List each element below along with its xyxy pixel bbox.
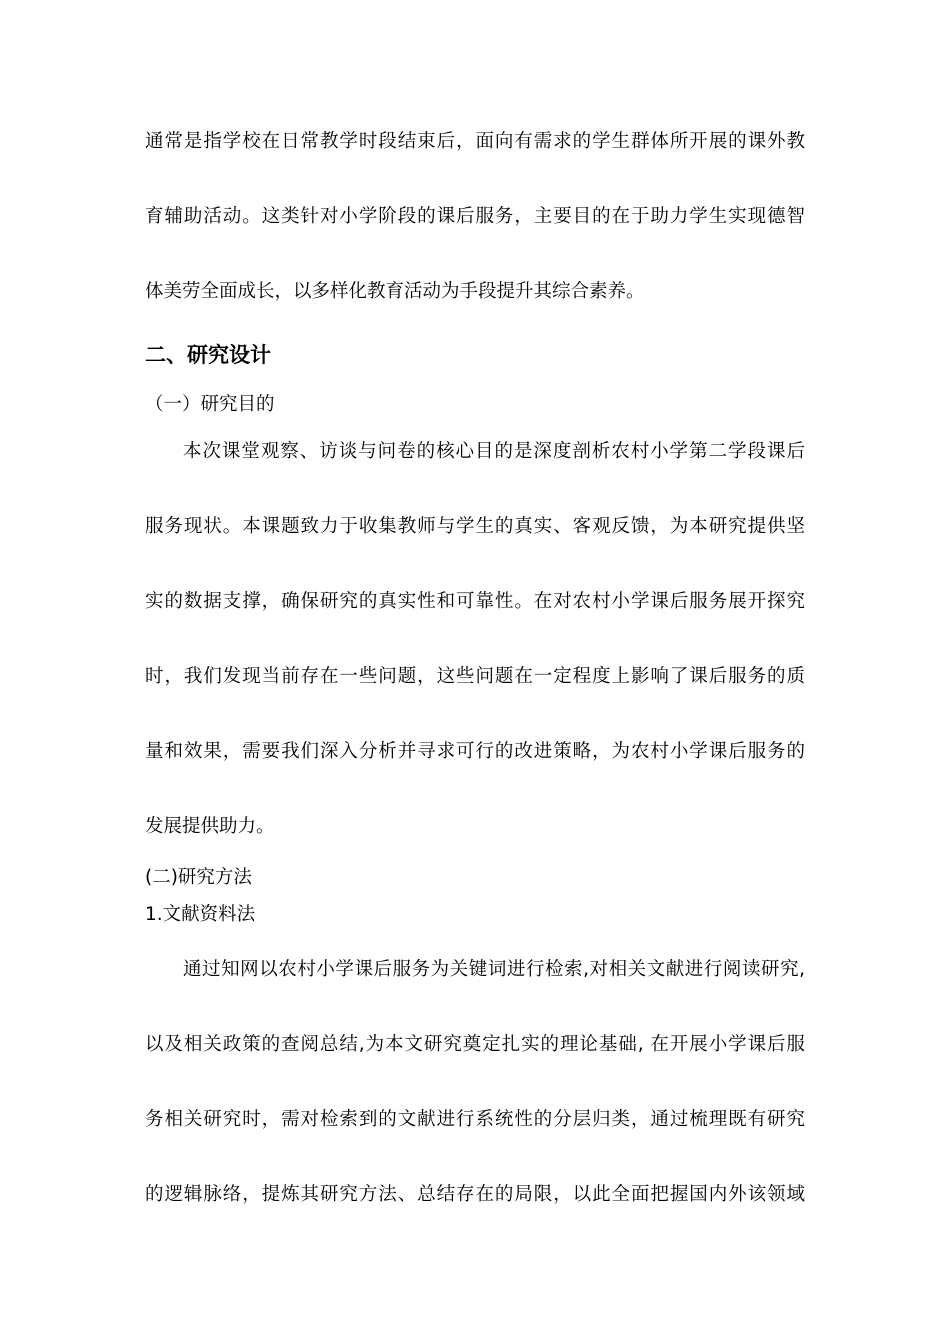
paragraph-intro-line-2: 育辅助活动。这类针对小学阶段的课后服务，主要目的在于助力学生实现德智 xyxy=(145,206,805,227)
subsection-heading-research-purpose: （一）研究目的 xyxy=(145,394,275,415)
method-item-literature-review: 1.文献资料法 xyxy=(145,904,256,925)
research-purpose-line-2: 服务现状。本课题致力于收集教师与学生的真实、客观反馈，为本研究提供坚 xyxy=(145,516,805,537)
paragraph-intro-line-1: 通常是指学校在日常教学时段结束后，面向有需求的学生群体所开展的课外教 xyxy=(145,131,805,152)
research-purpose-line-6: 发展提供助力。 xyxy=(145,816,275,837)
research-purpose-line-5: 量和效果，需要我们深入分析并寻求可行的改进策略，为农村小学课后服务的 xyxy=(145,741,805,762)
literature-review-line-3: 务相关研究时，需对检索到的文献进行系统性的分层归类，通过梳理既有研究 xyxy=(145,1109,805,1130)
literature-review-line-2: 以及相关政策的查阅总结,为本文研究奠定扎实的理论基础, 在开展小学课后服 xyxy=(145,1034,805,1055)
paragraph-intro-line-3: 体美劳全面成长，以多样化教育活动为手段提升其综合素养。 xyxy=(145,281,645,302)
research-purpose-line-3: 实的数据支撑，确保研究的真实性和可靠性。在对农村小学课后服务展开探究 xyxy=(145,591,805,612)
literature-review-line-4: 的逻辑脉络，提炼其研究方法、总结存在的局限，以此全面把握国内外该领域 xyxy=(145,1184,805,1205)
research-purpose-line-1: 本次课堂观察、访谈与问卷的核心目的是深度剖析农村小学第二学段课后 xyxy=(183,441,805,462)
subsection-heading-research-method: (二)研究方法 xyxy=(145,867,252,888)
literature-review-line-1: 通过知网以农村小学课后服务为关键词进行检索,对相关文献进行阅读研究, xyxy=(183,959,805,980)
research-purpose-line-4: 时，我们发现当前存在一些问题，这些问题在一定程度上影响了课后服务的质 xyxy=(145,666,805,687)
section-heading-research-design: 二、研究设计 xyxy=(145,343,271,367)
